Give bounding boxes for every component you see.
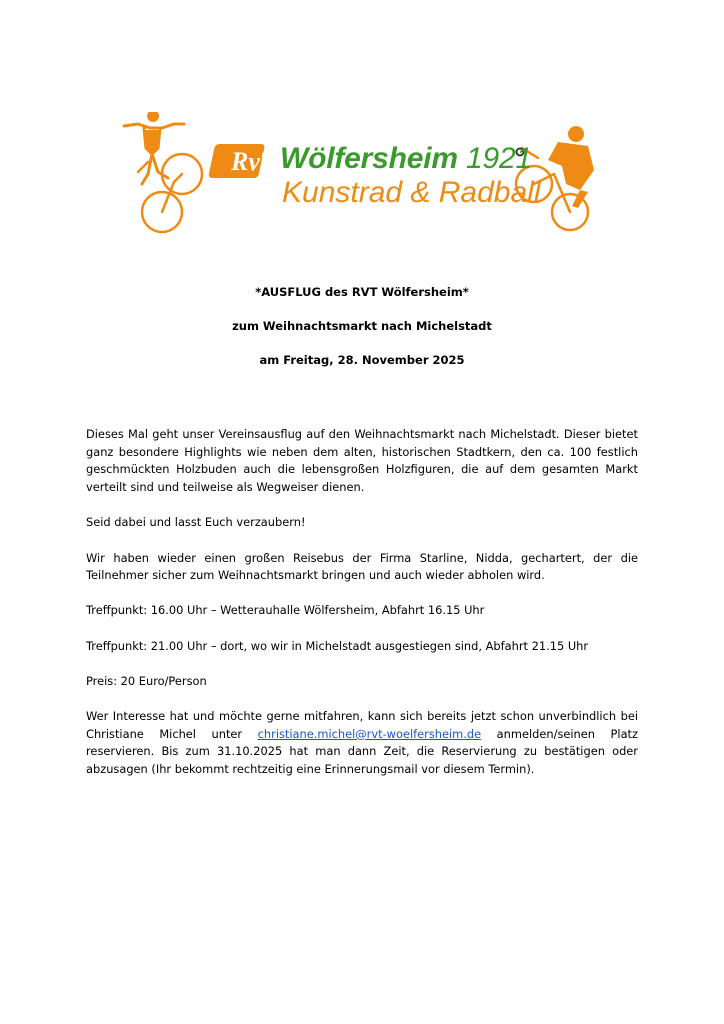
paragraph-meeting-outbound: Treffpunkt: 16.00 Uhr – Wetterauhalle Wölfersheim, Abfahrt 16.15 Uhr <box>86 603 485 618</box>
registration-text-start: Wer Interesse hat und möchte gerne mitfahren, kann sich bereits jetzt schon unverbindlich bei Christiane Michel unter <box>86 709 638 741</box>
logo-club-name: Wölfersheim <box>280 142 458 175</box>
paragraph-meeting-return: Treffpunkt: 21.00 Uhr – dort, wo wir in Michelstadt ausgestiegen sind, Abfahrt 21.15 Uhr <box>86 638 589 653</box>
heading-title: *AUSFLUG des RVT Wölfersheim* <box>255 285 469 299</box>
body-text <box>86 426 638 779</box>
email-link[interactable]: christiane.michel@rvt-woelfersheim.de <box>257 726 482 741</box>
registration-text-end: anmelden/seinen Platz reservieren. Bis zum 31.10.2025 hat man dann Zeit, die Reservierung zu bestätigen oder abzusagen (Ihr bekommt rechtzeitig eine Erinnerungsmail vor diesem Termin). <box>86 726 638 777</box>
logo-subtitle: Kunstrad & Radball <box>282 176 541 209</box>
club-logo <box>118 112 608 242</box>
paragraph-bus: Wir haben wieder einen großen Reisebus der Firma Starline, Nidda, gechartert, der die Teilnehmer sicher zum Weihnachtsmarkt bringen und auch wieder abholen wird. <box>86 550 638 583</box>
heading-date: am Freitag, 28. November 2025 <box>259 353 465 367</box>
svg-text:RvT: RvT <box>231 147 276 176</box>
paragraph-price: Preis: 20 Euro/Person <box>86 673 207 688</box>
heading-subtitle: zum Weihnachtsmarkt nach Michelstadt <box>232 319 492 333</box>
paragraph-invitation: Seid dabei und lasst Euch verzaubern! <box>86 515 306 530</box>
paragraph-intro: Dieses Mal geht unser Vereinsausflug auf den Weihnachtsmarkt nach Michelstadt. Dieser bietet ganz besondere Highlights wie neben dem alten, historischen Stadtkern, den ca. 100 festlich geschmückten Holzbuden auch die lebensgroßen Holzfiguren, die auf dem gesamten Markt verteilt sind und teilweise als Wegweiser dienen. <box>86 427 638 495</box>
paragraph-registration <box>86 708 638 779</box>
logo-year: 1921 <box>465 142 532 175</box>
logo-wordmark <box>280 142 541 210</box>
